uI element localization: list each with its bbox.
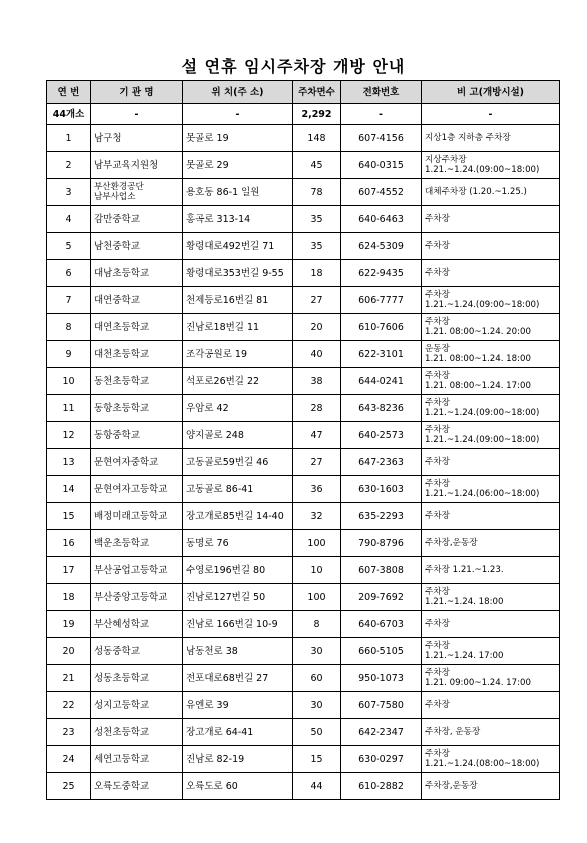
row-number: 9 [47,341,91,368]
parking-spaces: 32 [293,503,341,530]
phone-number: 209-7692 [341,584,422,611]
note [422,530,560,557]
phone-number: 640-2573 [341,422,422,449]
institution-name: 배정미래고등학교 [91,503,183,530]
table-row [47,692,560,719]
table-row [47,314,560,341]
parking-spaces: 8 [293,611,341,638]
note [422,368,560,395]
table-row [47,746,560,773]
note [422,665,560,692]
parking-spaces: 36 [293,476,341,503]
row-number: 6 [47,260,91,287]
note-period: 1.21.~1.24.(09:00~18:00) [425,165,540,175]
note [422,692,560,719]
note-facility: 주차장 [425,457,450,467]
table-row [47,638,560,665]
note [422,503,560,530]
parking-spaces: 20 [293,314,341,341]
parking-spaces: 44 [293,773,341,800]
table-row [47,368,560,395]
table-header-row [47,81,560,104]
address: 못골로 19 [183,125,293,152]
address: 못골로 29 [183,152,293,179]
row-number: 8 [47,314,91,341]
phone-number: 624-5309 [341,233,422,260]
address: 수영로196번길 80 [183,557,293,584]
address: 진남로127번길 50 [183,584,293,611]
table-row [47,530,560,557]
note [422,476,560,503]
phone-number: 643-8236 [341,395,422,422]
address: 황령대로492번길 71 [183,233,293,260]
phone-number: 950-1073 [341,665,422,692]
table-row [47,233,560,260]
note-facility: 주차장 [425,619,450,629]
note-period: 1.21. 08:00~1.24. 18:00 [425,354,531,364]
note [422,584,560,611]
note [422,314,560,341]
table-row [47,503,560,530]
note-facility: 주차장 [425,398,450,408]
address: 우암로 42 [183,395,293,422]
institution-name: 남구청 [91,125,183,152]
note [422,773,560,800]
note-period: 1.21.~1.24.(06:00~18:00) [425,489,540,499]
phone-number: 630-0297 [341,746,422,773]
note-facility: 주차장 [425,317,450,327]
parking-table [46,80,560,800]
address: 전포대로68번길 27 [183,665,293,692]
phone-number: 640-6703 [341,611,422,638]
note-facility: 주차장 [425,290,450,300]
row-number: 17 [47,557,91,584]
note-period: 1.21.~1.24.(08:00~18:00) [425,759,540,769]
row-number: 24 [47,746,91,773]
row-number: 5 [47,233,91,260]
note-facility: 주차장 [425,749,450,759]
note-facility: 지상1층 지하층 주차장 [425,133,511,143]
note-facility: 주차장 [425,425,450,435]
institution-name: 대남초등학교 [91,260,183,287]
note-facility: 주차장 [425,668,450,678]
row-number: 18 [47,584,91,611]
parking-spaces: 30 [293,692,341,719]
parking-spaces: 45 [293,152,341,179]
note [422,719,560,746]
note-facility: 주차장 [425,587,450,597]
total-address: - [183,104,293,125]
note-facility: 주차장 1.21.~1.23. [425,565,504,575]
table-row [47,260,560,287]
address: 고동골로59번길 46 [183,449,293,476]
note [422,746,560,773]
parking-spaces: 78 [293,179,341,206]
address: 남동천로 38 [183,638,293,665]
institution-name: 대천초등학교 [91,341,183,368]
note-facility: 주차장 [425,700,450,710]
parking-spaces: 100 [293,530,341,557]
phone-number: 607-4156 [341,125,422,152]
address: 유엔로 39 [183,692,293,719]
phone-number: 790-8796 [341,530,422,557]
institution-name: 부산공업고등학교 [91,557,183,584]
parking-spaces: 40 [293,341,341,368]
note-facility: 주차장 [425,214,450,224]
note-facility: 주차장 [425,479,450,489]
table-row [47,179,560,206]
row-number: 20 [47,638,91,665]
note-period: 1.21.~1.24. 17:00 [425,651,504,661]
parking-spaces: 38 [293,368,341,395]
address: 용호동 86-1 일원 [183,179,293,206]
table-row [47,395,560,422]
total-tel: - [341,104,422,125]
note [422,125,560,152]
header-tel: 전화번호 [341,81,422,104]
header-name: 기 관 명 [91,81,183,104]
table-row [47,611,560,638]
table-row [47,125,560,152]
address: 조각공원로 19 [183,341,293,368]
note [422,341,560,368]
institution-name: 동항중학교 [91,422,183,449]
institution-name [91,179,183,206]
parking-spaces: 28 [293,395,341,422]
parking-spaces: 60 [293,665,341,692]
header-address: 위 치(주 소) [183,81,293,104]
address: 진남로 166번길 10-9 [183,611,293,638]
phone-number: 635-2293 [341,503,422,530]
institution-name: 문현여자중학교 [91,449,183,476]
institution-name: 남천중학교 [91,233,183,260]
total-row [47,104,560,125]
row-number: 13 [47,449,91,476]
row-number: 7 [47,287,91,314]
table-row [47,341,560,368]
note-facility: 주차장,운동장 [425,538,478,548]
phone-number: 644-0241 [341,368,422,395]
address: 황령대로353번길 9-55 [183,260,293,287]
note-facility: 주차장 [425,511,450,521]
phone-number: 660-5105 [341,638,422,665]
institution-name: 성동초등학교 [91,665,183,692]
phone-number: 647-2363 [341,449,422,476]
address: 석포로26번길 22 [183,368,293,395]
parking-spaces: 148 [293,125,341,152]
institution-name: 부산중앙고등학교 [91,584,183,611]
note-period: 1.21.~1.24.(09:00~18:00) [425,408,540,418]
parking-spaces: 35 [293,233,341,260]
row-number: 23 [47,719,91,746]
note [422,152,560,179]
parking-spaces: 27 [293,449,341,476]
phone-number: 640-0315 [341,152,422,179]
row-number: 25 [47,773,91,800]
note [422,638,560,665]
parking-spaces: 27 [293,287,341,314]
address: 진남로 82-19 [183,746,293,773]
address: 양지골로 248 [183,422,293,449]
institution-name-line: 부산환경공단 [94,182,144,192]
institution-name: 문현여자고등학교 [91,476,183,503]
note [422,557,560,584]
parking-spaces: 100 [293,584,341,611]
note [422,233,560,260]
table-row [47,557,560,584]
note-period: 1.21.~1.24. 18:00 [425,597,504,607]
phone-number: 622-9435 [341,260,422,287]
row-number: 11 [47,395,91,422]
institution-name: 오륙도중학교 [91,773,183,800]
total-count: 44개소 [47,104,91,125]
row-number: 19 [47,611,91,638]
parking-spaces: 15 [293,746,341,773]
row-number: 10 [47,368,91,395]
institution-name: 성천초등학교 [91,719,183,746]
institution-name: 대연중학교 [91,287,183,314]
table-row [47,206,560,233]
phone-number: 610-2882 [341,773,422,800]
row-number: 2 [47,152,91,179]
header-note: 비 고(개방시설) [422,81,560,104]
note-facility: 주차장 [425,641,450,651]
table-row [47,773,560,800]
address: 천제등로16번길 81 [183,287,293,314]
table-row [47,287,560,314]
row-number: 15 [47,503,91,530]
total-spaces: 2,292 [293,104,341,125]
institution-name: 부산혜성학교 [91,611,183,638]
phone-number: 610-7606 [341,314,422,341]
phone-number: 640-6463 [341,206,422,233]
parking-spaces: 18 [293,260,341,287]
row-number: 3 [47,179,91,206]
note-facility: 주차장 [425,371,450,381]
phone-number: 607-7580 [341,692,422,719]
row-number: 12 [47,422,91,449]
parking-spaces: 50 [293,719,341,746]
note-facility: 지상주차장 [425,155,467,165]
document-title: 설 연휴 임시주차장 개방 안내 [181,57,406,76]
parking-spaces: 35 [293,206,341,233]
institution-name: 백운초등학교 [91,530,183,557]
phone-number: 622-3101 [341,341,422,368]
address: 동명로 76 [183,530,293,557]
note [422,287,560,314]
table-row [47,422,560,449]
note [422,179,560,206]
parking-spaces: 47 [293,422,341,449]
row-number: 14 [47,476,91,503]
table-row [47,665,560,692]
note-facility: 주차장 [425,268,450,278]
phone-number: 630-1603 [341,476,422,503]
note-facility: 주차장,운동장 [425,781,478,791]
note [422,395,560,422]
address: 진남로18번길 11 [183,314,293,341]
table-row [47,584,560,611]
phone-number: 607-3808 [341,557,422,584]
address: 장고개로85번길 14-40 [183,503,293,530]
note [422,206,560,233]
header-spaces: 주차면수 [293,81,341,104]
note-period: 1.21. 09:00~1.24. 17:00 [425,678,531,688]
institution-name: 동항초등학교 [91,395,183,422]
parking-spaces: 30 [293,638,341,665]
note [422,611,560,638]
table-row [47,719,560,746]
total-name: - [91,104,183,125]
institution-name: 성지고등학교 [91,692,183,719]
row-number: 1 [47,125,91,152]
note [422,260,560,287]
note-facility: 주차장 [425,241,450,251]
institution-name-line: 남부사업소 [94,192,136,202]
row-number: 22 [47,692,91,719]
phone-number: 607-4552 [341,179,422,206]
address: 고동골로 86-41 [183,476,293,503]
institution-name: 감만중학교 [91,206,183,233]
address: 홍곡로 313-14 [183,206,293,233]
institution-name: 세연고등학교 [91,746,183,773]
note-period: 1.21. 08:00~1.24. 20:00 [425,327,531,337]
parking-spaces: 10 [293,557,341,584]
table-row [47,152,560,179]
note-period: 1.21.~1.24.(09:00~18:00) [425,435,540,445]
note-period: 1.21. 08:00~1.24. 17:00 [425,381,531,391]
institution-name: 동천초등학교 [91,368,183,395]
phone-number: 642-2347 [341,719,422,746]
table-row [47,449,560,476]
note-facility: 주차장, 운동장 [425,727,481,737]
institution-name: 남부교육지원청 [91,152,183,179]
institution-name: 성동중학교 [91,638,183,665]
table-row [47,476,560,503]
total-note: - [422,104,560,125]
phone-number: 606-7777 [341,287,422,314]
institution-name: 대연초등학교 [91,314,183,341]
row-number: 4 [47,206,91,233]
address: 장고개로 64-41 [183,719,293,746]
header-no: 연 번 [47,81,91,104]
note-period: 1.21.~1.24.(09:00~18:00) [425,300,540,310]
note [422,422,560,449]
row-number: 21 [47,665,91,692]
row-number: 16 [47,530,91,557]
note [422,449,560,476]
note-facility: 대체주차장 (1.20.~1.25.) [425,187,527,197]
note-facility: 운동장 [425,344,450,354]
address: 오륙도로 60 [183,773,293,800]
